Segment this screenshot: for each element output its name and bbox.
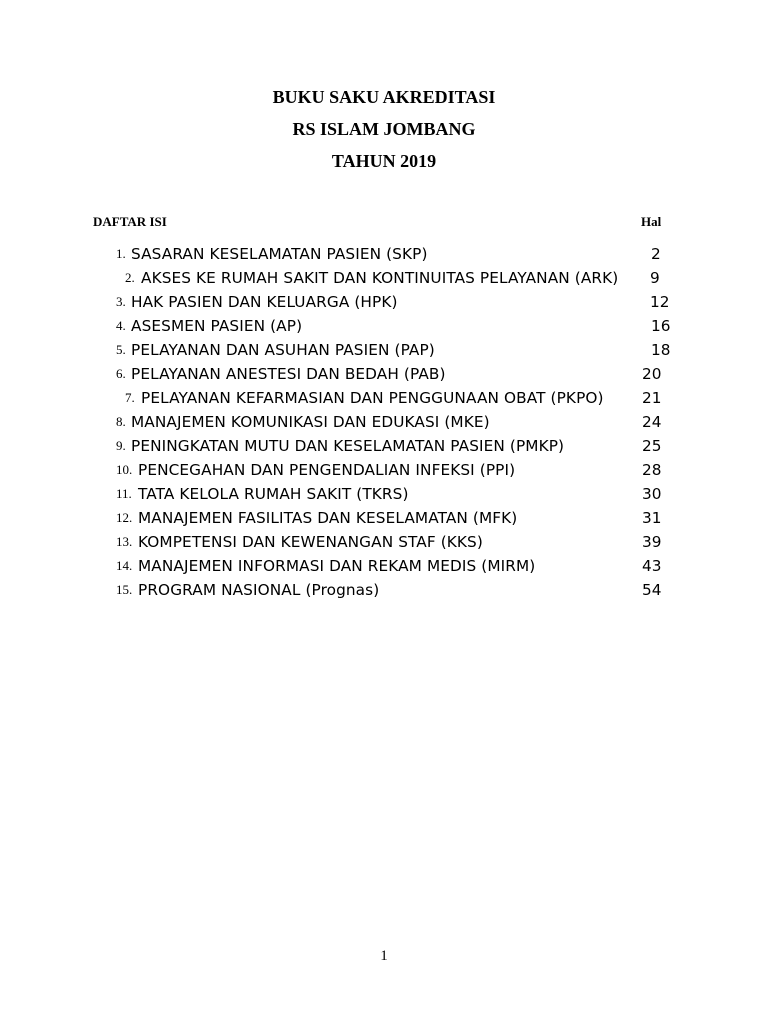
toc-list — [0, 242, 768, 602]
toc-entry-page: 30 — [642, 485, 662, 503]
toc-page-column-heading: Hal — [641, 214, 662, 229]
toc-entry-title: PELAYANAN ANESTESI DAN BEDAH (PAB) — [131, 365, 446, 383]
toc-entry-number: 7. — [125, 390, 135, 405]
toc-entry — [0, 530, 768, 554]
toc-entry-title: MANAJEMEN KOMUNIKASI DAN EDUKASI (MKE) — [131, 413, 490, 431]
toc-entry — [0, 386, 768, 410]
toc-entry-title: PROGRAM NASIONAL (Prognas) — [138, 581, 380, 599]
page-number: 1 — [380, 948, 388, 964]
toc-entry-title: KOMPETENSI DAN KEWENANGAN STAF (KKS) — [138, 533, 483, 551]
toc-heading: DAFTAR ISI — [93, 214, 167, 229]
toc-entry-title: AKSES KE RUMAH SAKIT DAN KONTINUITAS PELAYANAN (ARK) — [141, 269, 619, 287]
toc-entry-number: 12. — [116, 510, 133, 525]
toc-entry-number: 2. — [125, 270, 135, 285]
toc-entry-page: 21 — [642, 389, 662, 407]
toc-entry-number: 6. — [116, 366, 126, 381]
toc-entry — [0, 314, 768, 338]
toc-entry-title: HAK PASIEN DAN KELUARGA (HPK) — [131, 293, 398, 311]
toc-entry-number: 15. — [116, 582, 133, 597]
toc-entry — [0, 482, 768, 506]
toc-entry-page: 31 — [642, 509, 662, 527]
toc-entry-page: 20 — [642, 365, 662, 383]
hospital-name: RS ISLAM JOMBANG — [292, 119, 476, 139]
toc-entry — [0, 290, 768, 314]
toc-entry-title: ASESMEN PASIEN (AP) — [131, 317, 303, 335]
toc-entry — [0, 266, 768, 290]
toc-entry-title: PELAYANAN DAN ASUHAN PASIEN (PAP) — [131, 341, 435, 359]
toc-entry-number: 13. — [116, 534, 133, 549]
toc-entry — [0, 338, 768, 362]
toc-entry-page: 18 — [651, 341, 671, 359]
toc-entry — [0, 578, 768, 602]
toc-entry-title: MANAJEMEN FASILITAS DAN KESELAMATAN (MFK) — [138, 509, 518, 527]
document-title: BUKU SAKU AKREDITASI — [272, 87, 496, 107]
toc-entry-number: 1. — [116, 246, 126, 261]
toc-entry-page: 2 — [651, 245, 661, 263]
toc-entry-title: PENCEGAHAN DAN PENGENDALIAN INFEKSI (PPI) — [138, 461, 516, 479]
toc-entry-page: 39 — [642, 533, 662, 551]
toc-entry-title: PENINGKATAN MUTU DAN KESELAMATAN PASIEN (PMKP) — [131, 437, 565, 455]
toc-entry-number: 14. — [116, 558, 133, 573]
toc-entry-page: 43 — [642, 557, 662, 575]
toc-entry — [0, 362, 768, 386]
toc-entry-title: TATA KELOLA RUMAH SAKIT (TKRS) — [138, 485, 409, 503]
toc-entry-page: 24 — [642, 413, 662, 431]
toc-entry-page: 12 — [650, 293, 670, 311]
toc-entry-title: MANAJEMEN INFORMASI DAN REKAM MEDIS (MIRM) — [138, 557, 536, 575]
toc-entry — [0, 410, 768, 434]
document-year: TAHUN 2019 — [331, 151, 437, 171]
toc-entry-title: PELAYANAN KEFARMASIAN DAN PENGGUNAAN OBAT (PKPO) — [141, 389, 604, 407]
toc-entry-page: 28 — [642, 461, 662, 479]
toc-entry-number: 8. — [116, 414, 126, 429]
toc-entry — [0, 242, 768, 266]
toc-entry — [0, 434, 768, 458]
toc-entry-number: 4. — [116, 318, 126, 333]
toc-entry-page: 9 — [650, 269, 660, 287]
toc-entry — [0, 458, 768, 482]
toc-entry-number: 11. — [116, 486, 132, 501]
toc-entry-page: 16 — [651, 317, 671, 335]
toc-entry — [0, 506, 768, 530]
toc-entry-number: 3. — [116, 294, 126, 309]
toc-entry-page: 25 — [642, 437, 662, 455]
toc-entry-title: SASARAN KESELAMATAN PASIEN (SKP) — [131, 245, 428, 263]
toc-entry-number: 10. — [116, 462, 133, 477]
toc-entry-page: 54 — [642, 581, 662, 599]
toc-entry-number: 9. — [116, 438, 126, 453]
toc-entry — [0, 554, 768, 578]
toc-entry-number: 5. — [116, 342, 126, 357]
